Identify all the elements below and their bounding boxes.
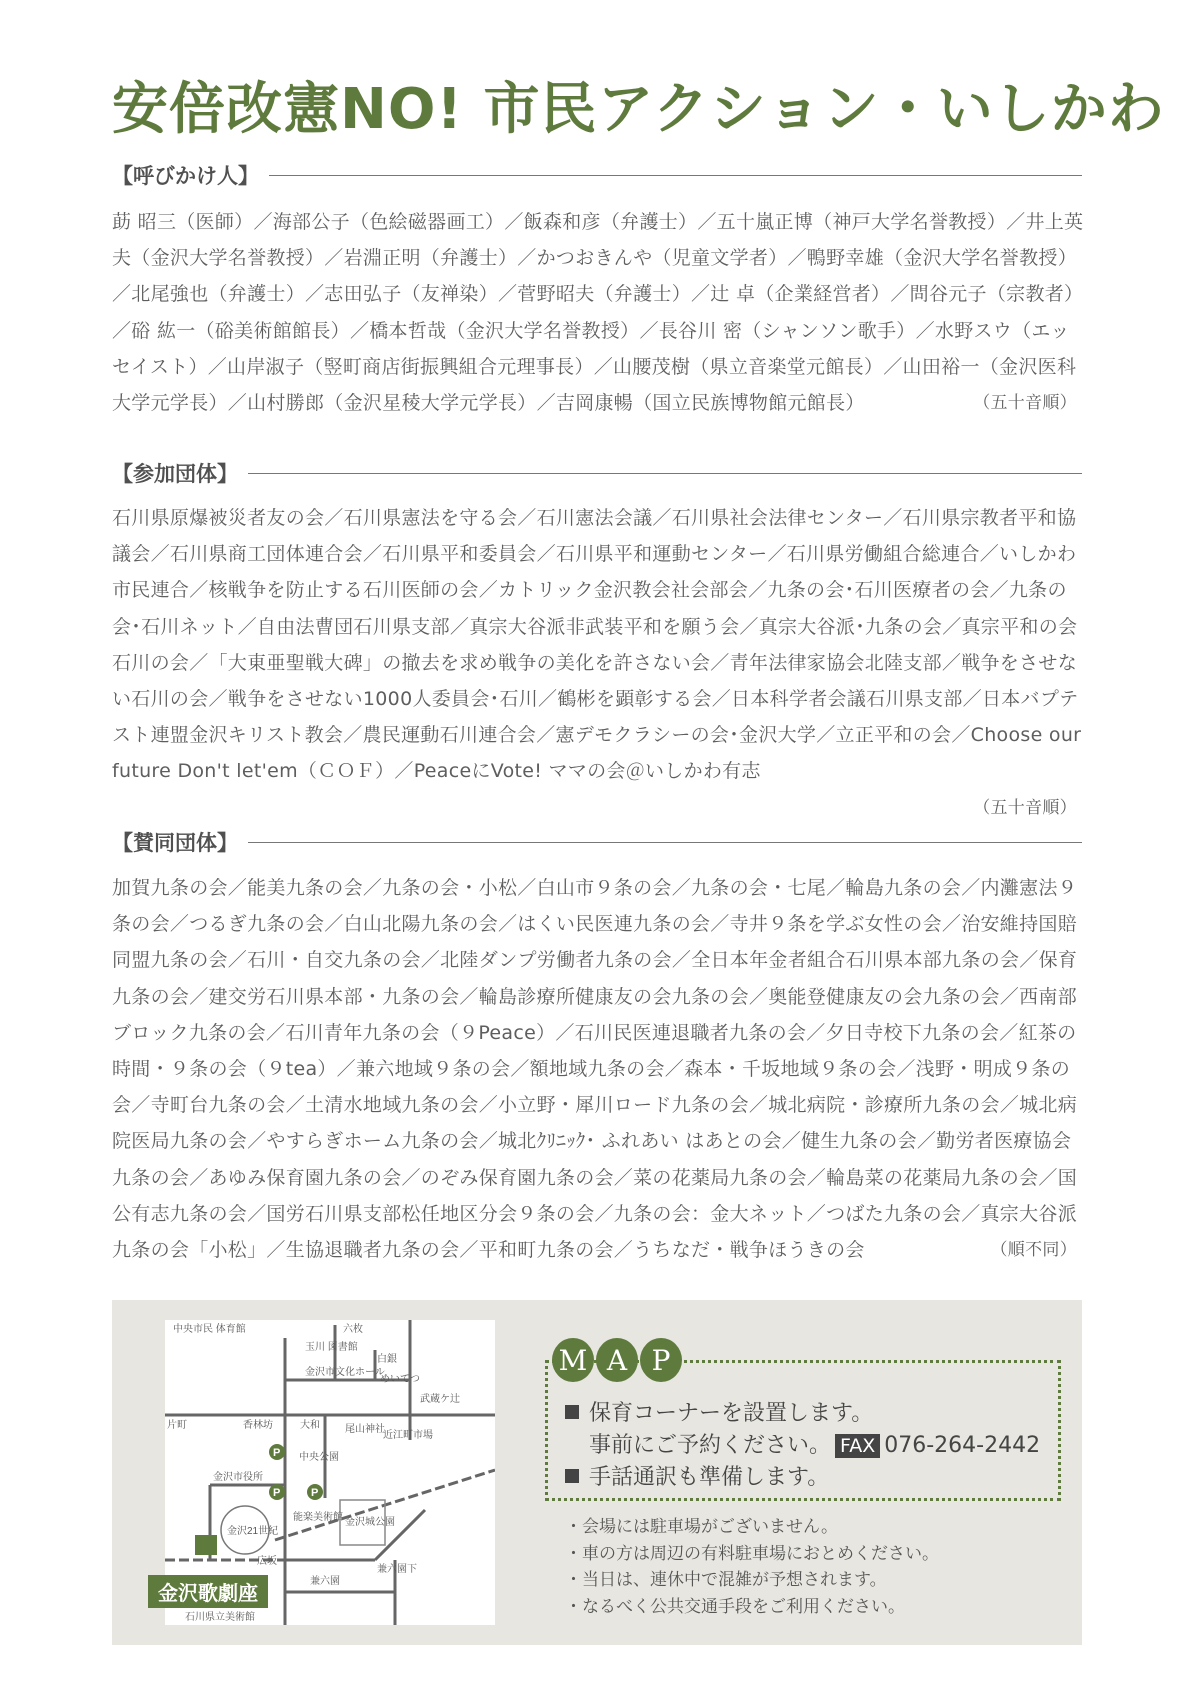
info-sign-language xyxy=(565,1460,829,1491)
note-line: ・当日は、連休中で混雑が予想されます。 xyxy=(565,1570,887,1590)
info-reservation xyxy=(589,1428,1040,1459)
supporters-list xyxy=(112,870,1087,1268)
order-note: （五十音順） xyxy=(973,393,1077,414)
section-header-supporters xyxy=(112,827,1082,857)
divider xyxy=(248,842,1082,843)
map-label: 中央市民 体育館 xyxy=(173,1324,246,1335)
fax-number: 076-264-2442 xyxy=(884,1433,1041,1458)
svg-text:尾山神社: 尾山神社 xyxy=(345,1424,385,1435)
svg-text:香林坊: 香林坊 xyxy=(243,1420,273,1431)
bullet-square-icon xyxy=(565,1469,579,1483)
order-note: （順不同） xyxy=(990,1240,1077,1261)
section-heading: 【賛同団体】 xyxy=(112,831,238,855)
fax-label: FAX xyxy=(835,1434,880,1458)
divider xyxy=(269,175,1082,176)
venue-label: 金沢歌劇座 xyxy=(148,1575,268,1608)
badge-letter: P xyxy=(640,1338,682,1382)
svg-text:大和: 大和 xyxy=(300,1420,320,1431)
svg-text:金沢市文化ホール: 金沢市文化ホール xyxy=(305,1367,385,1378)
supporters-text: 加賀九条の会／能美九条の会／九条の会・小松／白山市９条の会／九条の会・七尾／輪島九条の会／内灘憲法９条の会／つるぎ九条の会／白山北陽九条の会／はくい民医連九条の会／寺井９条を学ぶ女性の会／治安維持国賠同盟九条の会／石川・自交九条の会／北陸ダンプ労働者九条の会／全日本年金者組合石川県本部九条の会／保育九条の会／建交労石川県本部・九条の会／輪島診療所健康友の会九条の会／奥能登健康友の会九条の会／西南部ブロック九条の会／石川青年九条の会（９Peace）／石川民医連退職者九条の会／夕日寺校下九条の会／紅茶の時間・９条の会（９tea）／兼六地域９条の会／額地域九条の会／森本・千坂地域９条の会／浅野・明成９条の会／寺町台九条の会／土清水地域九条の会／小立野・犀川ロード九条の会／城北病院・診療所九条の会／城北病院医局九条の会／やすらぎホーム九条の会／城北ｸﾘﾆｯｸ･ ふれあい はあとの会／健生九条の会／勤労者医療協会九条の会／あゆみ保育園九条の会／のぞみ保育園九条の会／菜の花薬局九条の会／輪島菜の花薬局九条の会／国公有志九条の会／国労石川県支部松任地区分会９条の会／九条の会：金大ネット／つばた九条の会／真宗大谷派九条の会「小松」／生協退職者九条の会／平和町九条の会／うちなだ・戦争ほうきの会 xyxy=(112,877,1078,1262)
section-heading: 【呼びかけ人】 xyxy=(112,164,259,188)
callers-text: 莇 昭三（医師）／海部公子（色絵磁器画工）／飯森和彦（弁護士）／五十嵐正博（神戸大学名誉教授）／井上英夫（金沢大学名誉教授）／岩淵正明（弁護士）／かつおきんや（児童文学者）／鴨野幸雄（金沢大学名誉教授）／北尾強也（弁護士）／志田弘子（友禅染）／菅野昭夫（弁護士）／辻 卓（企業経営者）／問谷元子（宗教者）／硲 紘一（硲美術館館長）／橋本哲哉（金沢大学名誉教授）／長谷川 密（シャンソン歌手）／水野スウ（エッセイスト）／山岸淑子（竪町商店街振興組合元理事長）／山腰茂樹（県立音楽堂元館長）／山田裕一（金沢医科大学元学長）／山村勝郎（金沢星稜大学元学長）／吉岡康暢（国立民族博物館元館長） xyxy=(112,211,1084,415)
map-badge xyxy=(552,1338,682,1384)
svg-text:金沢21世紀: 金沢21世紀 xyxy=(227,1526,279,1537)
order-note: （五十音順） xyxy=(973,797,1077,818)
svg-text:六枚: 六枚 xyxy=(343,1324,363,1335)
info-text: 保育コーナーを設置します。 xyxy=(589,1401,874,1426)
svg-text:めいてつ: めいてつ xyxy=(380,1374,420,1385)
bullet-square-icon xyxy=(565,1405,579,1419)
page-title: 安倍改憲NO! 市民アクション・いしかわ xyxy=(112,77,1165,142)
svg-text:能楽美術館: 能楽美術館 xyxy=(293,1512,343,1523)
svg-text:近江町市場: 近江町市場 xyxy=(383,1430,433,1441)
svg-text:金沢市役所: 金沢市役所 xyxy=(213,1472,263,1483)
info-text: 手話通訳も準備します。 xyxy=(589,1465,830,1490)
section-heading: 【参加団体】 xyxy=(112,462,238,486)
svg-text:武蔵ケ辻: 武蔵ケ辻 xyxy=(420,1394,460,1405)
note-line: ・なるべく公共交通手段をご利用ください。 xyxy=(565,1596,905,1617)
parking-icon: P xyxy=(273,1447,281,1459)
svg-text:白銀: 白銀 xyxy=(377,1354,397,1365)
svg-text:広坂: 広坂 xyxy=(257,1556,277,1567)
section-header-participants xyxy=(112,458,1082,488)
svg-text:兼六園: 兼六園 xyxy=(310,1576,340,1587)
section-header-callers xyxy=(112,160,1082,190)
svg-text:片町: 片町 xyxy=(167,1420,187,1431)
info-text: 事前にご予約ください。 xyxy=(589,1433,832,1458)
svg-text:中央公園: 中央公園 xyxy=(299,1452,339,1463)
note-line: ・車の方は周辺の有料駐車場におとめください。 xyxy=(565,1543,939,1564)
svg-text:玉川 図書館: 玉川 図書館 xyxy=(305,1342,358,1353)
svg-text:P: P xyxy=(311,1487,319,1499)
svg-text:P: P xyxy=(273,1487,281,1499)
participants-list xyxy=(112,500,1087,826)
badge-letter: M xyxy=(552,1338,594,1382)
callers-list xyxy=(112,204,1087,421)
divider xyxy=(248,473,1082,474)
badge-letter: A xyxy=(596,1338,638,1382)
info-childcare xyxy=(565,1396,873,1427)
svg-text:石川県立美術館: 石川県立美術館 xyxy=(185,1612,255,1623)
svg-text:金沢城公園: 金沢城公園 xyxy=(345,1517,395,1528)
svg-text:兼六園下: 兼六園下 xyxy=(377,1564,417,1575)
note-line: ・会場には駐車場がございません。 xyxy=(565,1517,839,1537)
access-notes xyxy=(565,1514,939,1620)
participants-text: 石川県原爆被災者友の会／石川県憲法を守る会／石川憲法会議／石川県社会法律センター／石川県宗教者平和協議会／石川県商工団体連合会／石川県平和委員会／石川県平和運動センター／石川県労働組合総連合／いしかわ市民連合／核戦争を防止する石川医師の会／カトリック金沢教会社会部会／九条の会･石川医療者の会／九条の会･石川ネット／自由法曹団石川県支部／真宗大谷派非武装平和を願う会／真宗大谷派･九条の会／真宗平和の会石川の会／「大東亜聖戦大碑」の撤去を求め戦争の美化を許さない会／青年法律家協会北陸支部／戦争をさせない石川の会／戦争をさせない1000人委員会･石川／鶴彬を顕彰する会／日本科学者会議石川県支部／日本バプテスト連盟金沢キリスト教会／農民運動石川連合会／憲デモクラシーの会･金沢大学／立正平和の会／Choose our future Don't let'em（ＣＯＦ）／PeaceにVote! ママの会＠いしかわ有志 xyxy=(112,507,1082,783)
